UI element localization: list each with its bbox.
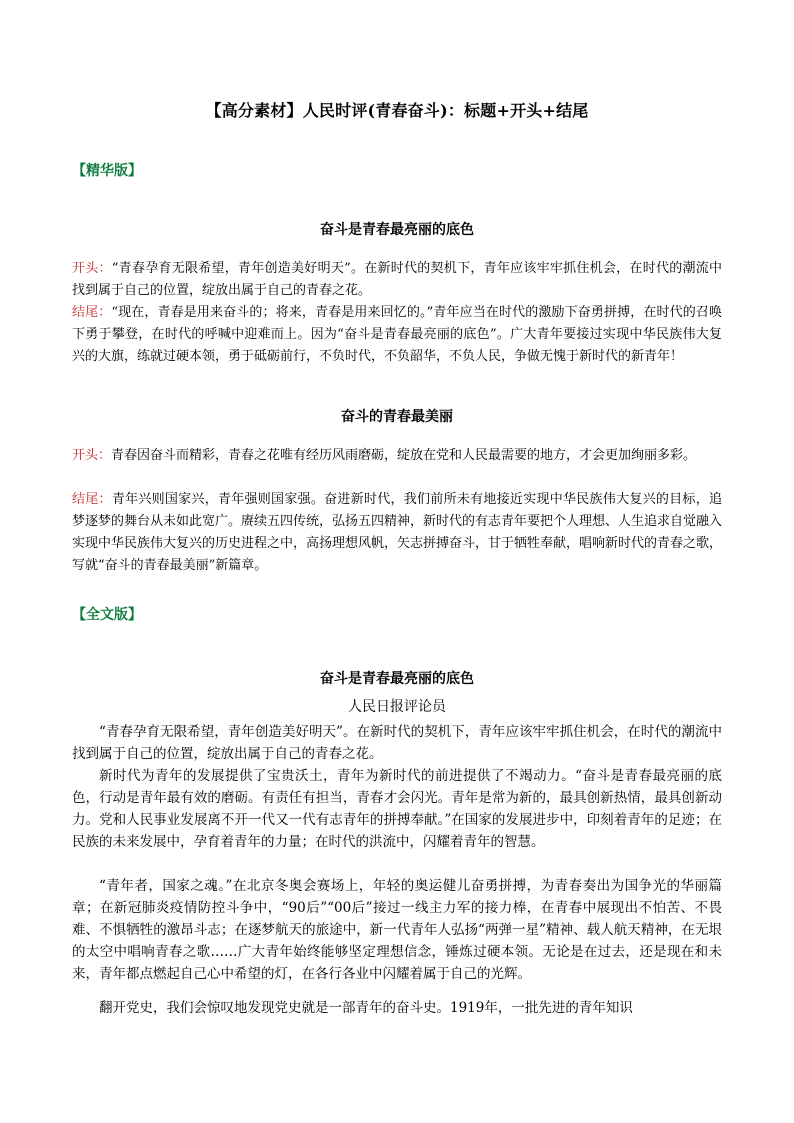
document-title: 【高分素材】人民时评(青春奋斗)：标题+开头+结尾: [205, 101, 589, 120]
opening-text: “青春孕育无限希望，青年创造美好明天”。在新时代的契机下，青年应该牢牢抓住机会，在时代的潮流中找到属于自己的位置，绽放出属于自己的青春之花。: [72, 261, 722, 298]
ending-text: 青年兴则国家兴，青年强则国家强。奋进新时代，我们前所未有地接近实现中华民族伟大复兴的目标，追梦逐梦的舞台从未如此宽广。赓续五四传统，弘扬五四精神，新时代的有志青年要把个人理想、人生追求自觉融入实现中华民族伟大复兴的历史进程之中，高扬理想风帆，矢志拼搏奋斗，甘于牺牲奉献，唱响新时代的青春之歌，写就“奋斗的青春最美丽”新篇章。: [72, 492, 723, 573]
opening-label: 开头：: [72, 448, 112, 463]
ending-label: 结尾：: [72, 305, 112, 320]
essence-2-ending: [72, 489, 722, 577]
essence-heading-1: 奋斗是青春最亮丽的底色: [320, 222, 474, 238]
full-paragraph-3: “青年者，国家之魂。”在北京冬奥会赛场上，年轻的奥运健儿奋勇拼搏，为青春奏出为国争光的华丽篇章；在新冠肺炎疫情防控斗争中，“90后”“00后”接过一线主力军的接力棒，在青春中展现出不怕苦、不畏难、不惧牺牲的激昂斗志；在逐梦航天的旅途中，新一代青年人弘扬“两弹一星”精神、载人航天精神，在无垠的太空中唱响青春之歌……广大青年始终能够坚定理想信念，锤炼过硬本领。无论是在过去，还是现在和未来，青年都点燃起自己心中希望的灯，在各行各业中闪耀着属于自己的光辉。: [72, 878, 722, 982]
full-heading: 奋斗是青春最亮丽的底色: [320, 671, 474, 687]
section-label-essence: 【精华版】: [72, 163, 142, 179]
essence-2-opening: [72, 445, 722, 467]
opening-text: 青春因奋斗而精彩，青春之花唯有经历风雨磨砺，绽放在党和人民最需要的地方，才会更加绚丽多彩。: [111, 448, 697, 463]
full-paragraph-4: 翻开党史，我们会惊叹地发现党史就是一部青年的奋斗史。1919年，一批先进的青年知识: [99, 1000, 633, 1016]
section-label-full: 【全文版】: [72, 607, 142, 623]
essence-1-ending: [72, 302, 722, 368]
full-paragraph-1: “青春孕育无限希望，青年创造美好明天”。在新时代的契机下，青年应该牢牢抓住机会，在时代的潮流中找到属于自己的位置，绽放出属于自己的青春之花。: [72, 724, 722, 762]
author-byline: 人民日报评论员: [348, 699, 446, 715]
full-paragraph-2: 新时代为青年的发展提供了宝贵沃土，青年为新时代的前进提供了不竭动力。“奋斗是青春最亮丽的底色，行动是青年最有效的磨砺。有责任有担当，青春才会闪光。青年是常为新的，最具创新热情，最具创新动力。党和人民事业发展离不开一代又一代有志青年的拼搏奉献。”在国家的发展进步中，印刻着青年的足迹；在民族的未来发展中，孕育着青年的力量；在时代的洪流中，闪耀着青年的智慧。: [72, 768, 722, 850]
essence-1-opening: [72, 258, 722, 302]
essence-heading-2: 奋斗的青春最美丽: [341, 409, 453, 425]
opening-label: 开头：: [72, 261, 112, 276]
ending-label: 结尾：: [72, 492, 112, 507]
ending-text: “现在，青春是用来奋斗的；将来，青春是用来回忆的。”青年应当在时代的激励下奋勇拼搏，在时代的召唤下勇于攀登，在时代的呼喊中迎难而上。因为“奋斗是青春最亮丽的底色”。广大青年要接过实现中华民族伟大复兴的大旗，练就过硬本领，勇于砥砺前行，不负时代，不负韶华，不负人民，争做无愧于新时代的新青年！: [72, 305, 722, 364]
